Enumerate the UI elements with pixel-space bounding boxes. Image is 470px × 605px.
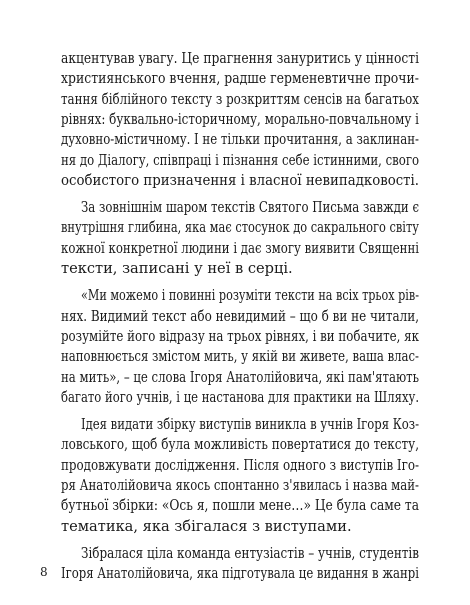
line-text: продовжувати дослідження. Після одного з виступів Іго-: [61, 456, 420, 474]
text-line: [0, 455, 470, 477]
text-line: [0, 367, 470, 389]
line-text: духовно-містичному. І не тільки прочитання, а заклинан-: [61, 131, 420, 149]
line-text: ловського, щоб була можливість повертатися до тексту,: [61, 436, 420, 454]
text-line: [0, 434, 470, 456]
text-line: [0, 516, 470, 538]
text-line: [0, 129, 470, 151]
text-line: [0, 495, 470, 517]
line-text: «Ми можемо і повинні розуміти тексти на всіх трьох рів-: [81, 287, 419, 305]
text-line: [0, 197, 470, 219]
line-text: бутньої збірки: «Ось я, пошли мене…» Це була саме та: [61, 497, 419, 515]
text-line: [0, 109, 470, 131]
line-text: Зібралася ціла команда ентузіастів – учнів, студентів: [81, 544, 419, 562]
line-text: тексти, записані у неї в серці.: [61, 260, 293, 277]
text-line: [0, 89, 470, 111]
text-line: [0, 285, 470, 307]
line-text: рівнях: буквально-історичному, морально-повчальному і: [61, 110, 419, 128]
text-line: [0, 387, 470, 409]
text-line: [0, 68, 470, 90]
text-line: [0, 238, 470, 260]
text-line: [0, 346, 470, 368]
text-line: [0, 563, 470, 585]
line-text: нях. Видимий текст або невидимий – що б ви не читали,: [61, 307, 420, 325]
line-text: внутрішня глибина, яка має стосунок до сакрального світу: [61, 219, 419, 237]
text-line: [0, 258, 470, 280]
line-text: Ігоря Анатолійовича, яка підготувала це видання в жанрі: [61, 565, 419, 583]
text-line: [0, 306, 470, 328]
text-line: [0, 326, 470, 348]
line-text: християнського вчення, радше герменевтичне прочи-: [61, 70, 419, 88]
line-text: Ідея видати збірку виступів виникла в учнів Ігоря Коз-: [81, 416, 420, 434]
line-text: на мить», – це слова Ігоря Анатолійовича, які пам'ятають: [61, 368, 419, 386]
text-line: [0, 150, 470, 172]
text-line: [0, 48, 470, 70]
page-number: 8: [40, 565, 48, 579]
line-text: розумійте його відразу на трьох рівнях, і ви побачите, як: [61, 327, 419, 345]
text-line: [0, 475, 470, 497]
line-text: За зовнішнім шаром текстів Святого Письма завжди є: [81, 199, 420, 217]
line-text: кожної конкретної людини і дає змогу виявити Священні: [61, 239, 420, 257]
line-text: особистого призначення і власної невипадковості.: [61, 171, 420, 189]
line-text: тання біблійного тексту з розкриттям сенсів на багатьох: [61, 90, 419, 108]
line-text: ря Анатолійовича якось спонтанно з'явилась і назва май-: [61, 477, 419, 494]
text-line: [0, 543, 470, 565]
text-line: [0, 414, 470, 436]
line-text: акцентував увагу. Це прагнення зануритись у цінності: [61, 50, 420, 67]
line-text: наповнюється змістом мить, у якій ви живете, ваша влас-: [61, 348, 420, 366]
line-text: тематика, яка збігалася з виступами.: [61, 517, 352, 535]
line-text: багато його учнів, і це настанова для практики на Шляху.: [61, 388, 420, 406]
text-line: [0, 217, 470, 239]
line-text: ня до Діалогу, співпраці і пізнання себе істинними, свого: [61, 151, 420, 169]
text-line: [0, 170, 470, 192]
